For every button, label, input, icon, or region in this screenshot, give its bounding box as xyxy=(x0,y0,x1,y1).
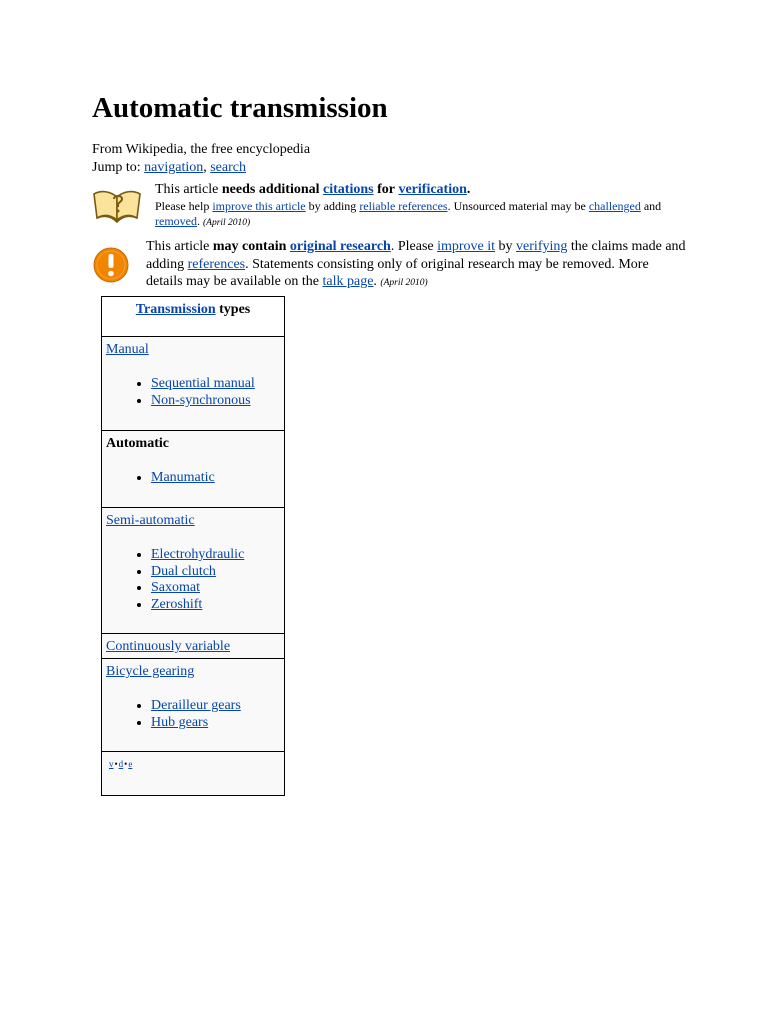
list-item xyxy=(151,715,280,732)
non-synchronous-link[interactable]: Non-synchronous xyxy=(151,392,251,408)
manual-link[interactable]: Manual xyxy=(106,342,149,357)
list-item xyxy=(151,564,280,581)
citation-notice-period: . xyxy=(466,182,471,197)
hub-gears-link[interactable]: Hub gears xyxy=(151,714,209,730)
research-notice-date: (April 2010) xyxy=(380,278,428,288)
navbox-title xyxy=(102,297,284,337)
electrohydraulic-link[interactable]: Electrohydraulic xyxy=(151,547,245,562)
transmission-types-navbox xyxy=(101,296,285,796)
verifying-link[interactable]: verifying xyxy=(516,239,568,254)
original-research-link[interactable]: original research xyxy=(289,239,391,254)
transmission-link[interactable]: Transmission xyxy=(135,302,216,317)
challenged-link[interactable]: challenged xyxy=(588,199,641,213)
research-notice-text-2: . Please xyxy=(390,239,434,254)
research-notice-text-5: . Statements consisting only of original research may be removed. More details may be available on the xyxy=(146,256,649,289)
list-item xyxy=(151,698,280,715)
automatic-list xyxy=(106,470,280,487)
list-item xyxy=(151,376,280,393)
bicycle-gearing-link[interactable]: Bicycle gearing xyxy=(106,664,195,679)
zeroshift-link[interactable]: Zeroshift xyxy=(151,597,203,613)
derailleur-gears-link[interactable]: Derailleur gears xyxy=(151,698,241,713)
book-question-icon xyxy=(92,185,142,225)
removed-link[interactable]: removed xyxy=(155,214,197,228)
semi-automatic-list xyxy=(106,547,280,614)
footer-separator: • xyxy=(124,759,128,769)
edit-template-link[interactable]: e xyxy=(128,759,133,769)
improve-article-link[interactable]: improve this article xyxy=(212,199,306,213)
citations-link[interactable]: citations xyxy=(323,182,374,197)
jump-navigation-link[interactable]: navigation xyxy=(144,160,204,175)
citation-help-text: Please help xyxy=(155,199,210,213)
research-notice-text: This article xyxy=(146,239,210,254)
talk-page-link[interactable]: talk page xyxy=(322,274,374,289)
citation-notice-for: for xyxy=(377,182,395,197)
list-item xyxy=(151,470,280,487)
citation-help-text-2: by adding xyxy=(308,199,357,213)
list-item xyxy=(151,547,280,564)
continuously-variable-link[interactable]: Continuously variable xyxy=(106,639,231,654)
navbox-section-semi-automatic xyxy=(102,508,284,634)
semi-automatic-link[interactable]: Semi-automatic xyxy=(106,513,195,528)
bicycle-list xyxy=(106,698,280,731)
footer-separator: • xyxy=(114,759,118,769)
navbox-section-automatic xyxy=(102,431,284,508)
sequential-manual-link[interactable]: Sequential manual xyxy=(151,376,255,391)
saxomat-link[interactable]: Saxomat xyxy=(151,580,200,596)
jump-to-label: Jump to: xyxy=(92,160,141,175)
citation-help-text-5: . xyxy=(196,214,200,228)
list-item xyxy=(151,580,280,597)
citation-notice-text: This article xyxy=(155,182,219,197)
jump-search-link[interactable]: search xyxy=(210,160,246,175)
automatic-heading: Automatic xyxy=(106,436,169,451)
exclamation-icon xyxy=(92,246,130,284)
manumatic-link[interactable]: Manumatic xyxy=(151,470,215,485)
references-link[interactable]: references xyxy=(187,256,246,272)
navbox-section-manual xyxy=(102,337,284,431)
citation-help-text-4: and xyxy=(643,199,662,213)
dual-clutch-link[interactable]: Dual clutch xyxy=(151,563,216,579)
site-subtitle: From Wikipedia, the free encyclopedia xyxy=(92,142,311,157)
navbox-section-bicycle xyxy=(102,659,284,752)
research-notice-text-4: the claims made and adding xyxy=(146,239,686,272)
improve-it-link[interactable]: improve it xyxy=(437,239,496,254)
view-template-link[interactable]: v xyxy=(109,759,114,769)
jump-comma: , xyxy=(203,160,207,175)
verification-link[interactable]: verification xyxy=(398,182,467,197)
list-item xyxy=(151,393,280,410)
manual-list xyxy=(106,376,280,409)
jump-to-links xyxy=(92,159,246,177)
page-title: Automatic transmission xyxy=(92,92,388,124)
citation-help-text-3: . Unsourced material may be xyxy=(447,199,586,213)
list-item xyxy=(151,597,280,614)
research-notice-text-3: by xyxy=(498,239,513,254)
navbox-title-rest: types xyxy=(219,302,251,317)
navbox-footer xyxy=(102,752,284,795)
navbox-section-cvt xyxy=(102,634,284,659)
discuss-template-link[interactable]: d xyxy=(118,759,124,769)
reliable-references-link[interactable]: reliable references xyxy=(359,199,448,213)
research-notice-bold: may contain xyxy=(212,239,287,254)
citation-notice-bold: needs additional xyxy=(221,182,320,197)
research-notice-text-6: . xyxy=(373,274,377,289)
citation-notice-date: (April 2010) xyxy=(202,218,251,228)
